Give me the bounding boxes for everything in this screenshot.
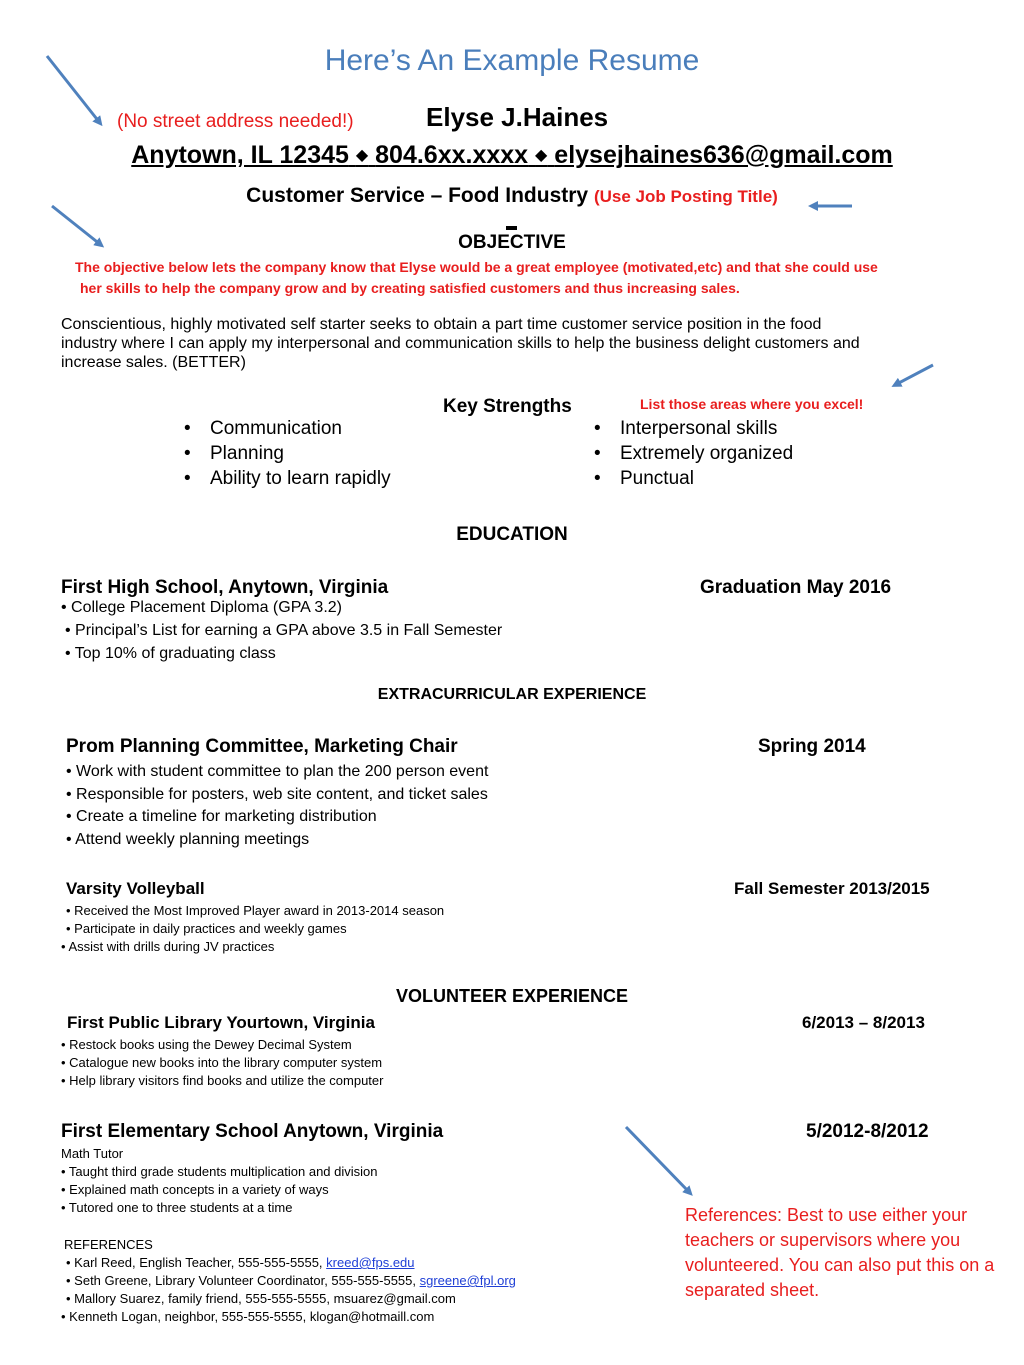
reference-item <box>66 1273 516 1288</box>
strength-label: Punctual <box>620 468 694 489</box>
strengths-note: List those areas where you excel! <box>640 396 864 412</box>
contact-email: elysejhaines636@gmail.com <box>554 141 893 169</box>
list-item <box>184 416 391 441</box>
reference-text: • Seth Greene, Library Volunteer Coordinator, 555-555-5555, <box>66 1273 420 1288</box>
bullet: • <box>184 468 191 489</box>
objective-note-line1: The objective below lets the company know that Elyse would be a great employee (motivated,etc) and that she could use <box>75 259 878 275</box>
extracurricular-heading: EXTRACURRICULAR EXPERIENCE <box>377 686 647 703</box>
job-title-note: (Use Job Posting Title) <box>593 187 778 206</box>
bullet: • <box>594 418 601 439</box>
library-title: First Public Library Yourtown, Virginia <box>67 1013 375 1032</box>
library-bullet: • Help library visitors find books and utilize the computer <box>61 1073 384 1088</box>
education-heading: EDUCATION <box>456 524 568 545</box>
prom-bullet: • Responsible for posters, web site content, and ticket sales <box>66 786 488 803</box>
volleyball-bullet: • Participate in daily practices and weekly games <box>66 921 347 936</box>
applicant-name: Elyse J.Haines <box>426 102 609 132</box>
elementary-bullet: • Explained math concepts in a variety of ways <box>61 1182 329 1197</box>
strength-label: Interpersonal skills <box>620 418 778 439</box>
prom-title: Prom Planning Committee, Marketing Chair <box>66 736 458 757</box>
page-title: Here’s An Example Resume <box>324 44 700 77</box>
prom-bullet: • Work with student committee to plan the 200 person event <box>66 763 489 780</box>
volunteer-heading: VOLUNTEER EXPERIENCE <box>395 986 629 1006</box>
prom-bullet: • Attend weekly planning meetings <box>66 831 310 848</box>
objective-text-line3: increase sales. (BETTER) <box>61 354 246 371</box>
elementary-bullet: • Tutored one to three students at a time <box>61 1200 293 1215</box>
school-name: First High School, Anytown, Virginia <box>61 577 389 598</box>
elementary-date: 5/2012-8/2012 <box>806 1121 929 1142</box>
reference-email-link[interactable]: sgreene@fpl.org <box>419 1273 516 1288</box>
list-item <box>594 466 793 491</box>
reference-item: • Kenneth Logan, neighbor, 555-555-5555, klogan@hotmaill.com <box>61 1309 435 1324</box>
strength-label: Planning <box>210 443 284 464</box>
bullet: • <box>184 443 191 464</box>
volleyball-bullet: • Assist with drills during JV practices <box>61 939 275 954</box>
education-bullet: • Principal’s List for earning a GPA above 3.5 in Fall Semester <box>65 622 503 639</box>
job-title-line <box>0 184 1024 208</box>
strength-label: Communication <box>210 418 342 439</box>
prom-date: Spring 2014 <box>758 736 866 757</box>
reference-item <box>66 1255 415 1270</box>
elementary-role: Math Tutor <box>61 1146 124 1161</box>
reference-email-link[interactable]: kreed@fps.edu <box>326 1255 415 1270</box>
objective-text-line1: Conscientious, highly motivated self starter seeks to obtain a part time customer service position in the food <box>61 316 822 333</box>
education-bullet: • College Placement Diploma (GPA 3.2) <box>61 599 342 616</box>
bullet: • <box>594 443 601 464</box>
contact-phone: 804.6xx.xxxx <box>375 141 529 169</box>
objective-note-line2: her skills to help the company grow and by creating satisfied customers and thus increasing sales. <box>80 280 740 296</box>
volleyball-date: Fall Semester 2013/2015 <box>734 879 930 898</box>
elementary-bullet: • Taught third grade students multiplication and division <box>61 1164 378 1179</box>
graduation-date: Graduation May 2016 <box>700 577 892 598</box>
reference-text: • Karl Reed, English Teacher, 555-555-5555, <box>66 1255 327 1270</box>
objective-text-line2: industry where I can apply my interpersonal and communication skills to help the business delight customers and <box>61 335 860 352</box>
education-bullet: • Top 10% of graduating class <box>65 645 276 662</box>
volleyball-title: Varsity Volleyball <box>66 879 205 898</box>
address-note: (No street address needed!) <box>117 111 354 132</box>
contact-line <box>0 141 1024 170</box>
strengths-right-list <box>594 416 793 491</box>
strengths-left-list <box>184 416 391 491</box>
references-heading: REFERENCES <box>64 1237 153 1252</box>
volleyball-bullet: • Received the Most Improved Player award in 2013-2014 season <box>66 903 445 918</box>
library-bullet: • Catalogue new books into the library computer system <box>61 1055 383 1070</box>
references-note: References: Best to use either your teachers or supervisors where you volunteered. You can also put this on a separated sheet. <box>685 1205 995 1300</box>
contact-location: Anytown, IL 12345 <box>131 141 349 169</box>
diamond-separator: ◆ <box>535 147 548 164</box>
prom-bullet: • Create a timeline for marketing distribution <box>66 808 377 825</box>
list-item <box>594 416 793 441</box>
list-item <box>184 466 391 491</box>
job-title: Customer Service – Food Industry <box>246 184 589 207</box>
objective-heading: OBJECTIVE <box>458 232 566 253</box>
list-item <box>184 441 391 466</box>
library-date: 6/2013 – 8/2013 <box>802 1013 925 1032</box>
strengths-heading: Key Strengths <box>443 396 572 417</box>
objective-text <box>61 315 961 372</box>
list-item <box>594 441 793 466</box>
elementary-title: First Elementary School Anytown, Virginia <box>61 1121 444 1142</box>
reference-item: • Mallory Suarez, family friend, 555-555-5555, msuarez@gmail.com <box>66 1291 456 1306</box>
library-bullet: • Restock books using the Dewey Decimal System <box>61 1037 352 1052</box>
arrow-icon <box>626 1127 690 1193</box>
bullet: • <box>184 418 191 439</box>
bullet: • <box>594 468 601 489</box>
diamond-separator: ◆ <box>355 147 369 164</box>
dash-mark <box>506 226 517 230</box>
strength-label: Ability to learn rapidly <box>210 468 391 489</box>
strength-label: Extremely organized <box>620 443 794 464</box>
